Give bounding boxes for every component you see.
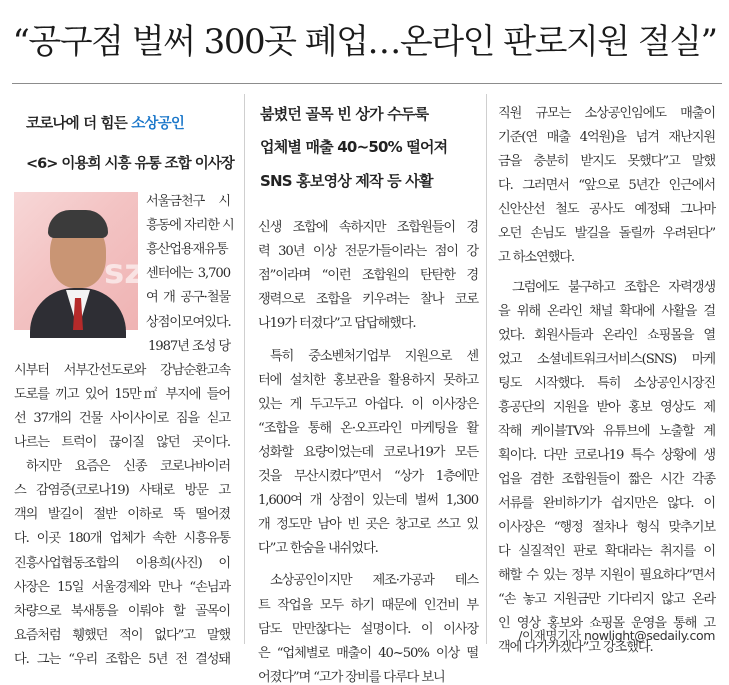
body-line: 센터에는 3,700 [146,266,230,282]
body-line: 고 하소연했다. [498,250,575,265]
body-line: 여 개 공구·철물 [146,290,230,306]
body-line: 다. 이곳 180개 업체가 속한 시흥유통 [14,531,230,547]
body-line: 다. 그러면서 “앞으로 5년간 인근에서 [498,178,715,193]
body-line: 획이다. 다만 코로나19 특수 상황에 생 [498,448,715,463]
column-divider-2 [486,94,487,644]
body-line: 선 37개의 건물 사이사이로 짐을 싣고 [14,410,230,426]
body-line: 차량으로 북새통을 이뤄야 할 골목이 [14,603,230,619]
feature-title: <6> 이용희 시흥 유통 조합 이사장 [26,156,234,172]
body-line: 터에 설치한 홍보관을 활용하지 못하고 [258,372,478,388]
body-line: 나르는 트럭이 끊이질 않던 곳이다. [14,435,230,450]
body-line: 요즘처럼 휑했던 적이 없다”고 말했 [14,627,230,643]
body-line: 나19가 터졌다”고 답답해했다. [258,316,416,332]
body-line: 쟁력으로 조합을 키우려는 찰나 코로 [258,292,478,308]
body-line: 업을 겸한 조합원들이 짧은 시간 각종 [498,472,715,487]
body-line: 1,600여 개 상점이 있는데 벌써 1,300 [258,493,478,509]
body-line: 흥산업용재유통 [146,242,228,258]
body-line: “손 놓고 지원금만 기다리지 않고 온라 [498,592,715,607]
body-line: 어졌다”며 “고가 장비를 다루다 보니 [258,669,445,685]
body-line: 팅도 시작했다. 특히 소상공인시장진 [498,376,715,391]
column-divider-1 [244,94,245,644]
section-tag-prefix: 코로나에 더 힘든 [26,116,132,132]
body-line: 서류를 완비하기가 쉽지만은 않다. 이 [498,496,715,511]
body-line: 기준(연 매출 4억원)을 넘겨 재난지원 [498,130,715,145]
body-line: 오던 손님도 발길을 돌릴까 우려된다” [498,226,715,241]
body-line: 것을 무산시켰다”면서 “상가 1층에만 [258,469,478,484]
body-line: 흥동에 자리한 시 [146,218,234,234]
body-line: 객의 발길이 절반 이하로 뚝 떨어졌 [14,507,230,523]
body-line: 점”이라며 “이런 조합원의 탄탄한 경 [258,268,478,284]
body-line: 담도 만만찮다는 설명이다. 이 이사장 [258,621,478,637]
body-line: 이사장은 “행정 절차나 형식 맞추기보 [498,520,715,535]
body-line: 인 영상 홍보와 쇼핑몰 운영을 통해 고 [498,616,715,631]
body-line: 그럼에도 불구하고 조합은 자력갱생 [512,280,715,295]
headline: “공구점 벌써 300곳 폐업…온라인 판로지원 절실” [12,22,717,62]
body-line: 신안산선 철도 공사도 예정돼 그나마 [498,202,715,217]
body-line: 다”고 한숨을 내쉬었다. [258,541,378,557]
body-line: 개 정도만 남아 빈 곳은 창고로 쓰고 있 [258,517,478,533]
portrait-photo: sz [14,192,138,330]
body-line: 금을 충분히 받지도 못했다”고 말했 [498,154,715,169]
body-line: “조합을 통해 온·오프라인 마케팅을 활 [258,420,478,436]
body-line: 은 “업체별로 매출이 40~50% 이상 떨 [258,645,478,661]
byline: /이재명기자 nowlight@sedaily.com [518,628,715,643]
body-line: 스 감염증(코로나19) 사태로 방문 고 [14,483,230,499]
body-line: 소상공인이지만 제조·가공과 테스 [270,573,478,589]
body-line: 해할 수 있는 정부 지원이 필요하다”면서 [498,568,715,583]
body-line: 도로를 끼고 있어 15만㎡ 부지에 들어 [14,386,230,402]
subhead: 업체별 매출 40~50% 떨어져 [260,138,448,156]
body-line: 서울금천구 시 [146,194,230,209]
subhead: 붐볐던 골목 빈 상가 수두룩 [260,105,429,123]
body-line: 진흥사업협동조합의 이용희(사진) 이 [14,555,230,571]
body-line: 었다. 회원사들과 온라인 쇼핑몰을 열 [498,328,715,343]
body-line: 력 30년 이상 전문가들이라는 점이 강 [258,244,478,260]
body-line: 작해 케이블TV와 유튜브에 노출할 계 [498,424,715,439]
headline-rule [12,83,722,84]
body-line: 특히 중소벤처기업부 지원으로 센 [270,348,478,364]
body-line: 다. 그는 “우리 조합은 5년 전 결성돼 [14,651,230,667]
section-tag [26,112,184,133]
subhead: SNS 홍보영상 제작 등 사활 [260,172,433,190]
body-line: 사장은 15일 서울경제와 만나 “손님과 [14,579,230,595]
body-line: 객에 다가가겠다”고 강조했다. [498,640,653,655]
body-line: 흥공단의 지원을 받아 홍보 영상도 제 [498,400,715,415]
body-line: 시부터 서부간선도로와 강남순환고속 [14,362,230,378]
body-line: 1987년 조성 당 [148,338,230,354]
body-line: 성화할 요량이었는데 코로나19가 모든 [258,444,478,460]
section-tag-accent: 소상공인 [131,116,185,132]
body-line: 을 위해 온라인 채널 확대에 사활을 걸 [498,304,715,319]
body-line: 신생 조합에 속하지만 조합원들이 경 [258,220,478,235]
body-line: 었고 소셜네트워크서비스(SNS) 마케 [498,352,715,367]
body-line: 다 실질적인 판로 확대라는 취지를 이 [498,544,715,559]
body-line: 트 작업을 모두 하기 때문에 인건비 부 [258,597,478,613]
body-line: 상점이모여있다. [146,314,231,330]
body-line: 직원 규모는 소상공인임에도 매출이 [498,106,715,121]
body-line: 있는 게 두고두고 아쉽다. 이 이사장은 [258,396,478,412]
body-line: 하지만 요즘은 신종 코로나바이러 [26,459,230,475]
